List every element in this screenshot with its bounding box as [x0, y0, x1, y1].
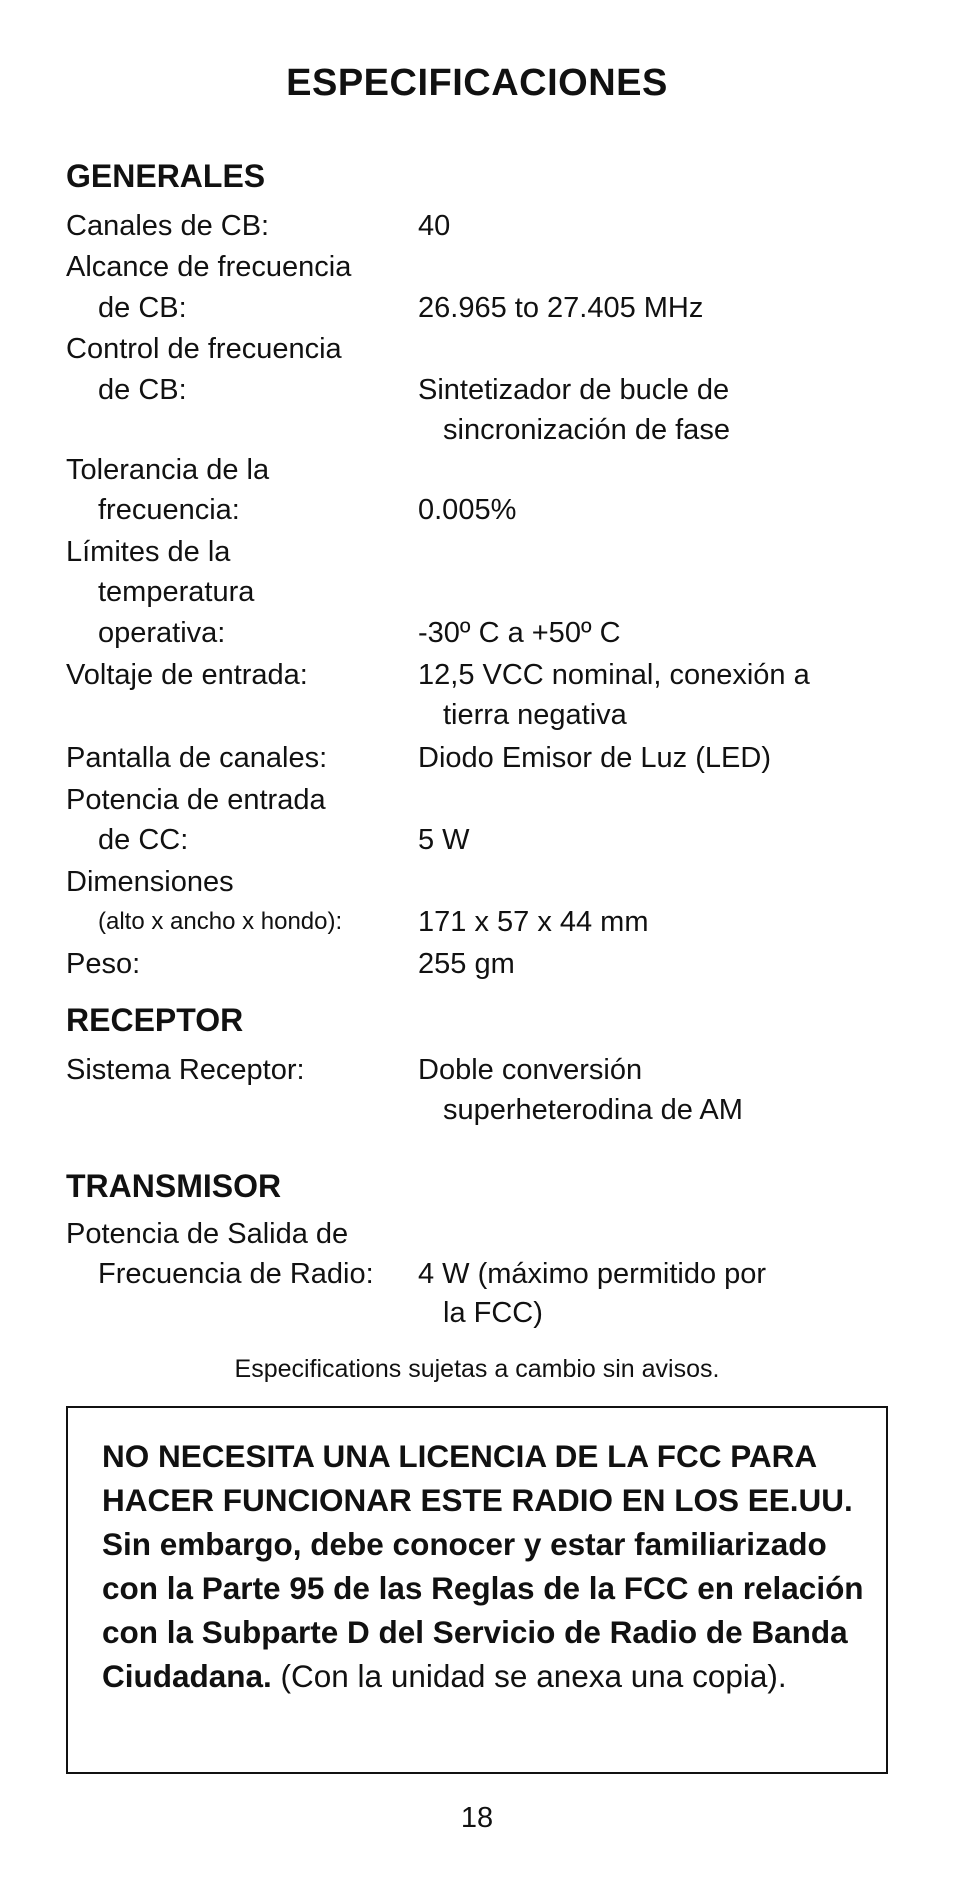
page-title: ESPECIFICACIONES [286, 62, 668, 104]
spec-value-alcance: 26.965 to 27.405 MHz [418, 292, 704, 324]
spec-value-potencia: 5 W [418, 824, 470, 856]
spec-label-sistema-receptor: Sistema Receptor: [66, 1054, 305, 1086]
spec-label-tolerancia-line1: Tolerancia de la [66, 454, 270, 486]
spec-label-alcance-line2: de CB: [98, 292, 187, 324]
spec-value-dimensiones: 171 x 57 x 44 mm [418, 906, 649, 938]
spec-label-dimensiones-line1: Dimensiones [66, 866, 234, 898]
spec-value-sistema-receptor-line1: Doble conversión [418, 1054, 643, 1086]
spec-value-tolerancia: 0.005% [418, 494, 517, 526]
spec-value-control-line1: Sintetizador de bucle de [418, 374, 730, 406]
spec-value-potencia-salida-line2: la FCC) [443, 1297, 543, 1329]
spec-value-canales: 40 [418, 210, 451, 242]
spec-label-potencia-salida-line2: Frecuencia de Radio: [98, 1258, 374, 1290]
spec-value-limites: -30º C a +50º C [418, 617, 621, 649]
page-number: 18 [460, 1802, 494, 1834]
spec-label-voltaje: Voltaje de entrada: [66, 659, 308, 691]
spec-value-potencia-salida-line1: 4 W (máximo permitido por [418, 1258, 767, 1290]
spec-label-canales: Canales de CB: [66, 210, 270, 242]
spec-label-control-line2: de CB: [98, 374, 187, 406]
spec-value-sistema-receptor-line2: superheterodina de AM [443, 1094, 743, 1126]
fcc-notice-text [102, 1434, 876, 1698]
spec-label-control-line1: Control de frecuencia [66, 333, 342, 365]
spec-label-limites-line3: operativa: [98, 617, 226, 649]
spec-value-voltaje-line2: tierra negativa [443, 699, 627, 731]
spec-value-control-line2: sincronización de fase [443, 414, 730, 446]
spec-label-potencia-line1: Potencia de entrada [66, 784, 326, 816]
spec-label-pantalla: Pantalla de canales: [66, 742, 328, 774]
section-heading-transmisor: TRANSMISOR [66, 1168, 282, 1204]
spec-value-pantalla: Diodo Emisor de Luz (LED) [418, 742, 771, 774]
fcc-notice-box [66, 1406, 888, 1774]
spec-label-dimensiones-line2: (alto x ancho x hondo): [98, 908, 343, 935]
spec-label-potencia-line2: de CC: [98, 824, 189, 856]
spec-label-limites-line2: temperatura [98, 576, 255, 608]
section-heading-receptor: RECEPTOR [66, 1002, 244, 1038]
fcc-notice-regular: (Con la unidad se anexa una copia). [271, 1658, 787, 1694]
spec-value-voltaje-line1: 12,5 VCC nominal, conexión a [418, 659, 810, 691]
spec-label-tolerancia-line2: frecuencia: [98, 494, 240, 526]
section-heading-generales: GENERALES [66, 158, 266, 194]
spec-label-potencia-salida-line1: Potencia de Salida de [66, 1218, 349, 1250]
spec-label-limites-line1: Límites de la [66, 536, 231, 568]
spec-value-peso: 255 gm [418, 948, 515, 980]
spec-label-alcance-line1: Alcance de frecuencia [66, 251, 352, 283]
spec-label-peso: Peso: [66, 948, 141, 980]
change-notice: Especifications sujetas a cambio sin avisos. [234, 1355, 720, 1383]
fcc-notice-bold: NO NECESITA UNA LICENCIA DE LA FCC PARA HACER FUNCIONAR ESTE RADIO EN LOS EE.UU. Sin embargo, debe conocer y estar familiarizado con la Parte 95 de las Reglas de la FCC en relación con la Subparte D del Servicio de Radio de Banda Ciudadana. [102, 1438, 864, 1694]
